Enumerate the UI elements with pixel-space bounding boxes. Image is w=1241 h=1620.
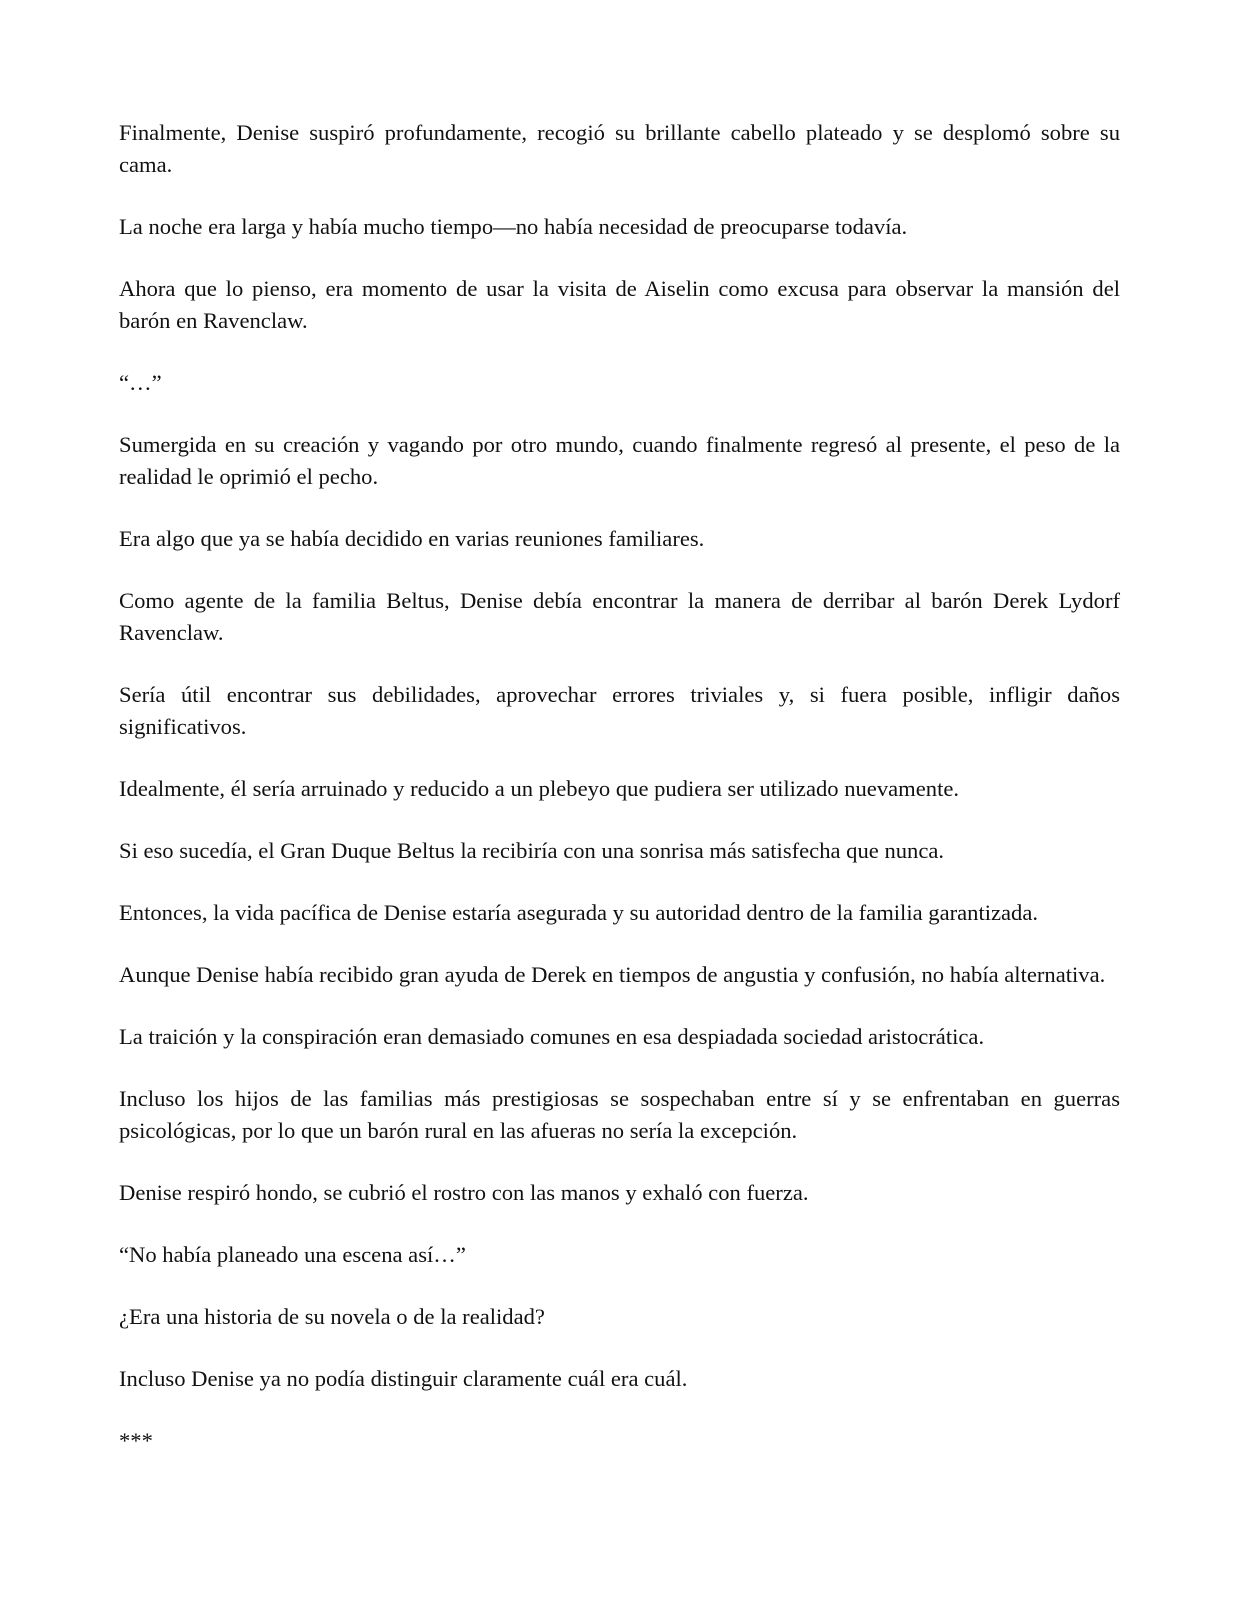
paragraph-14: Incluso los hijos de las familias más prestigiosas se sospechaban entre sí y se enfrentaban en guerras psicológicas, por lo que un barón rural en las afueras no sería la excepción. [119, 1086, 1120, 1143]
paragraph-7: Como agente de la familia Beltus, Denise debía encontrar la manera de derribar al barón Derek Lydorf Ravenclaw. [119, 588, 1120, 645]
paragraph-2: La noche era larga y había mucho tiempo—no había necesidad de preocuparse todavía. [119, 214, 908, 239]
paragraph-6: Era algo que ya se había decidido en varias reuniones familiares. [119, 526, 705, 551]
paragraph-17: ¿Era una historia de su novela o de la realidad? [119, 1304, 545, 1329]
paragraph-18: Incluso Denise ya no podía distinguir claramente cuál era cuál. [119, 1366, 688, 1391]
paragraph-15: Denise respiró hondo, se cubrió el rostro con las manos y exhaló con fuerza. [119, 1180, 809, 1205]
paragraph-16: “No había planeado una escena así…” [119, 1242, 466, 1267]
paragraph-5: Sumergida en su creación y vagando por otro mundo, cuando finalmente regresó al presente, el peso de la realidad le oprimió el pecho. [119, 432, 1120, 489]
paragraph-1: Finalmente, Denise suspiró profundamente, recogió su brillante cabello plateado y se desplomó sobre su cama. [119, 120, 1120, 177]
section-divider: *** [119, 1428, 153, 1453]
paragraph-3: Ahora que lo pienso, era momento de usar la visita de Aiselin como excusa para observar la mansión del barón en Ravenclaw. [119, 276, 1120, 333]
paragraph-9: Idealmente, él sería arruinado y reducido a un plebeyo que pudiera ser utilizado nuevamente. [119, 776, 960, 801]
paragraph-11: Entonces, la vida pacífica de Denise estaría asegurada y su autoridad dentro de la familia garantizada. [119, 900, 1039, 925]
paragraph-12: Aunque Denise había recibido gran ayuda de Derek en tiempos de angustia y confusión, no había alternativa. [119, 962, 1106, 987]
paragraph-10: Si eso sucedía, el Gran Duque Beltus la recibiría con una sonrisa más satisfecha que nunca. [119, 838, 945, 863]
paragraph-13: La traición y la conspiración eran demasiado comunes en esa despiadada sociedad aristocrática. [119, 1024, 985, 1049]
paragraph-8: Sería útil encontrar sus debilidades, aprovechar errores triviales y, si fuera posible, infligir daños significativos. [119, 682, 1120, 739]
paragraph-4: “…” [119, 370, 162, 395]
